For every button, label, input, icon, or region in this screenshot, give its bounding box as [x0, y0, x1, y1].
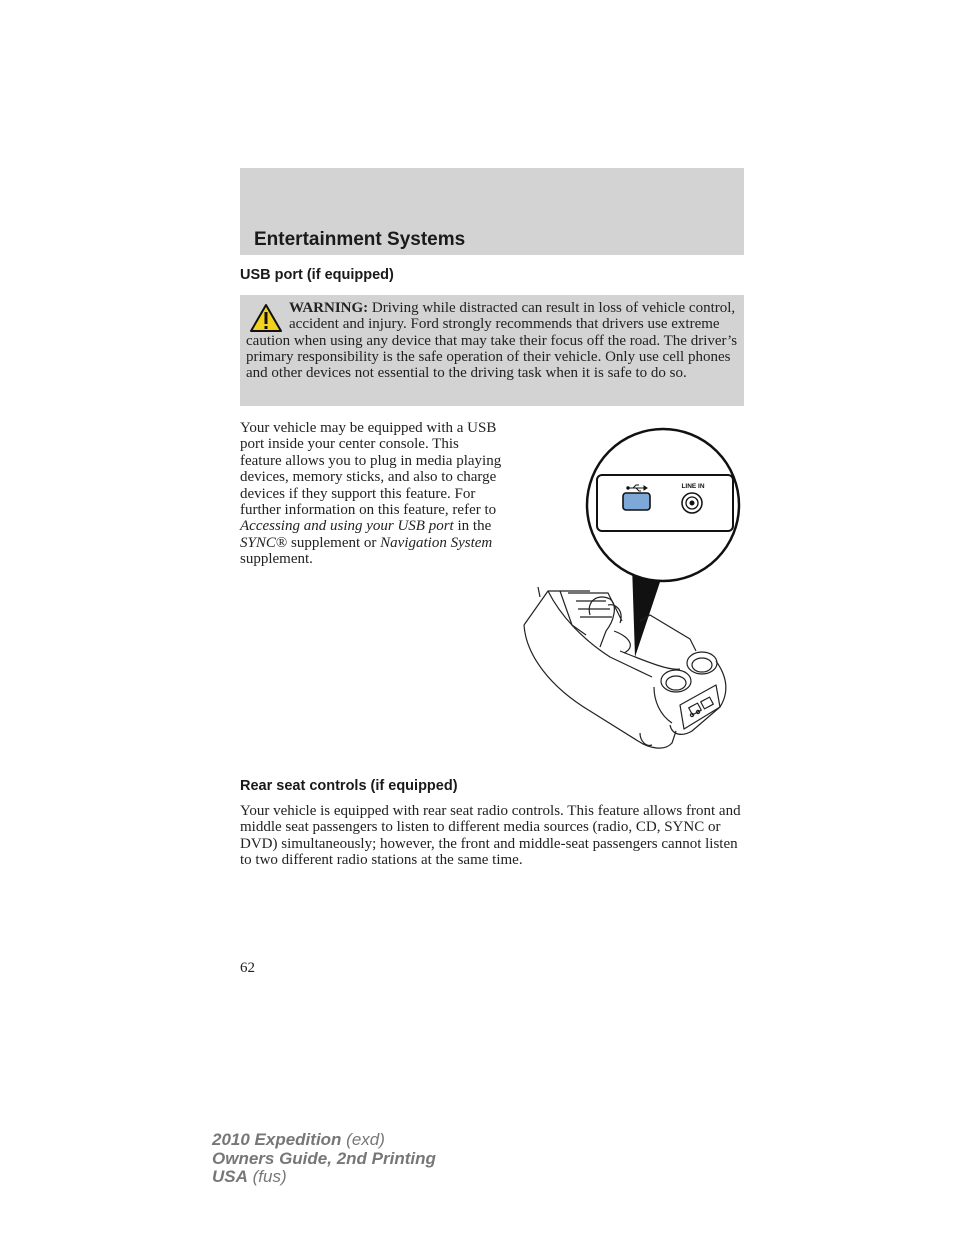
footer-market-code: (fus): [247, 1167, 287, 1186]
footer-line-1: [212, 1131, 436, 1150]
warning-body: Driving while distracted can result in loss of vehicle control, accident and injury. Ford strongly recommends that drivers use extreme caution when using any device that may take their focus off the road. The driver’s primary responsibility is the safe operation of their vehicle. Only use cell phones and other devices not essential to the driving task when it is safe to do so.: [246, 300, 738, 382]
page-number: 62: [240, 960, 255, 976]
usb-port-heading: USB port (if equipped): [240, 267, 394, 283]
usb-paragraph-text-3: supplement or: [287, 534, 381, 551]
rear-seat-controls-heading: Rear seat controls (if equipped): [240, 778, 458, 794]
section-banner: [240, 168, 744, 255]
warning-label: WARNING:: [289, 300, 369, 316]
port-panel: [597, 475, 733, 531]
line-in-label: LINE IN: [681, 483, 705, 490]
console-usb-illustration: [520, 425, 745, 757]
document-footer: [212, 1131, 436, 1187]
registered-mark: ®: [275, 534, 288, 551]
usb-paragraph-text: Your vehicle may be equipped with a USB port inside your center console. This feature allows you to plug in media playing devices, memory sticks, and also to charge devices if they support this feature. For further information on this feature, refer to: [240, 420, 502, 519]
footer-model-code: (exd): [341, 1130, 385, 1149]
usb-paragraph: [240, 420, 502, 568]
sync-reference: SYNC: [240, 534, 276, 551]
footer-market: USA: [212, 1167, 248, 1186]
navigation-reference: Navigation System: [380, 534, 493, 551]
usb-paragraph-text-4: supplement.: [240, 551, 313, 568]
usb-reference-link-text: Accessing and using your USB port: [240, 518, 454, 535]
rear-seat-paragraph: Your vehicle is equipped with rear seat radio controls. This feature allows front and middle seat passengers to listen to different media sources (radio, CD, SYNC or DVD) simultaneously; however, the front and middle-seat passengers cannot listen to two different radio stations at the same time.: [240, 803, 741, 869]
warning-text: [246, 300, 738, 381]
section-title: Entertainment Systems: [254, 229, 466, 250]
footer-model: 2010 Expedition: [212, 1130, 342, 1149]
usb-paragraph-text-2: in the: [453, 518, 492, 535]
usb-port: [623, 493, 650, 510]
footer-line-3: [212, 1168, 436, 1187]
warning-box: [240, 295, 744, 406]
line-in-jack-icon: [682, 493, 702, 513]
center-console-drawing: [524, 587, 726, 748]
footer-guide-edition: Owners Guide, 2nd Printing: [212, 1148, 436, 1168]
